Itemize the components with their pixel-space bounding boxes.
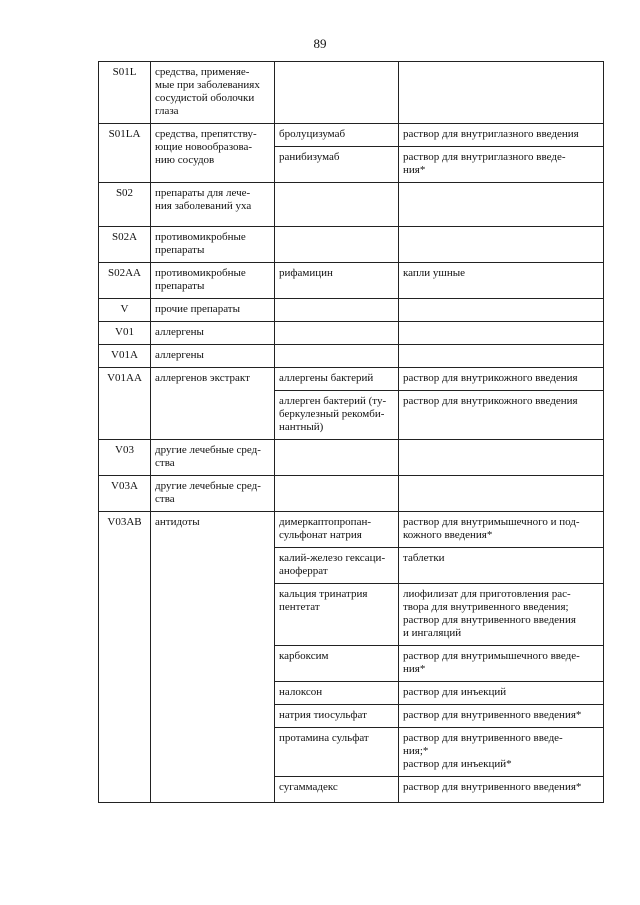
drug-name-cell (275, 345, 399, 368)
atc-code: S02 (115, 187, 134, 199)
atc-code: V03AB (107, 516, 142, 528)
atc-code-cell (99, 124, 151, 183)
group-name-cell (151, 368, 275, 440)
table-row (99, 183, 604, 227)
group-name: аллергены (155, 326, 204, 338)
drug-name-cell (275, 263, 399, 299)
group-name: прочие препараты (155, 303, 240, 315)
atc-code: V03A (111, 480, 138, 492)
dosage-form: таблетки (403, 552, 445, 564)
atc-code-cell (99, 299, 151, 322)
atc-code-cell (99, 263, 151, 299)
atc-code-cell (99, 227, 151, 263)
dosage-form-cell (399, 299, 604, 322)
drug-name: аллергены бактерий (279, 372, 374, 384)
drug-name: кальция тринатрия пентетат (279, 588, 368, 613)
atc-code-cell (99, 345, 151, 368)
dosage-form: раствор для внутриглазного введения (403, 128, 579, 140)
dosage-form: раствор для внутривенного введе- ния;* раствор для инъекций* (403, 732, 563, 770)
dosage-form-cell (399, 440, 604, 476)
atc-code-cell (99, 440, 151, 476)
table-row (99, 368, 604, 391)
drug-name-cell (275, 728, 399, 777)
page-number: 89 (313, 36, 327, 51)
atc-code: V01AA (107, 372, 142, 384)
table-row (99, 440, 604, 476)
dosage-form-cell (399, 124, 604, 147)
dosage-form: раствор для инъекций (403, 686, 507, 698)
drug-name-cell (275, 227, 399, 263)
atc-code: V01 (115, 326, 134, 338)
dosage-form-cell (399, 391, 604, 440)
dosage-form-cell (399, 705, 604, 728)
group-name-cell (151, 476, 275, 512)
drug-name: карбоксим (279, 650, 329, 662)
dosage-form: раствор для внутрикожного введения (403, 395, 578, 407)
group-name-cell (151, 299, 275, 322)
dosage-form-cell (399, 183, 604, 227)
drug-name-cell (275, 391, 399, 440)
dosage-form: раствор для внутривенного введения* (403, 781, 582, 793)
atc-code: V (120, 303, 129, 315)
group-name-cell (151, 62, 275, 124)
drug-name-cell (275, 476, 399, 512)
table-row (99, 62, 604, 124)
atc-code-cell (99, 62, 151, 124)
table-row (99, 512, 604, 548)
dosage-form: раствор для внутримышечного введе- ния* (403, 650, 580, 675)
drug-name-cell (275, 147, 399, 183)
dosage-form-cell (399, 548, 604, 584)
dosage-form: раствор для внутрикожного введения (403, 372, 578, 384)
drug-name: димеркаптопропан- сульфонат натрия (279, 516, 371, 541)
dosage-form: раствор для внутриглазного введе- ния* (403, 151, 566, 176)
dosage-form: раствор для внутривенного введения* (403, 709, 582, 721)
atc-code-cell (99, 476, 151, 512)
drug-name-cell (275, 322, 399, 345)
group-name: средства, препятству- ющие новообразова- нию сосудов (155, 128, 257, 166)
drug-name-cell (275, 512, 399, 548)
table-row (99, 263, 604, 299)
group-name: аллергены (155, 349, 204, 361)
atc-code: S01L (112, 66, 137, 78)
dosage-form-cell (399, 476, 604, 512)
group-name: средства, применяе- мые при заболеваниях сосудистой оболочки глаза (155, 66, 260, 117)
dosage-form-cell (399, 322, 604, 345)
table-row (99, 227, 604, 263)
drug-name: аллерген бактерий (ту- беркулезный рекомби- нантный) (279, 395, 387, 433)
dosage-form-cell (399, 263, 604, 299)
drug-name-cell (275, 548, 399, 584)
dosage-form-cell (399, 777, 604, 803)
dosage-form-cell (399, 147, 604, 183)
dosage-form-cell (399, 646, 604, 682)
atc-code: S01LA (108, 128, 141, 140)
drug-name: бролуцизумаб (279, 128, 346, 140)
table-row (99, 476, 604, 512)
dosage-form-cell (399, 682, 604, 705)
dosage-form-cell (399, 584, 604, 646)
drug-name: рифамицин (279, 267, 333, 279)
table-row (99, 124, 604, 147)
drug-name-cell (275, 777, 399, 803)
table-row (99, 299, 604, 322)
drug-name-cell (275, 440, 399, 476)
atc-code: S02AA (107, 267, 141, 279)
atc-code-cell (99, 512, 151, 803)
dosage-form-cell (399, 62, 604, 124)
dosage-form-cell (399, 345, 604, 368)
drug-name: налоксон (279, 686, 323, 698)
drug-name-cell (275, 124, 399, 147)
group-name: антидоты (155, 516, 200, 528)
group-name: аллергенов экстракт (155, 372, 250, 384)
drug-name-cell (275, 682, 399, 705)
drug-name-cell (275, 62, 399, 124)
atc-code: S02A (111, 231, 138, 243)
group-name: другие лечебные сред- ства (155, 480, 261, 505)
dosage-form-cell (399, 368, 604, 391)
drug-name-cell (275, 584, 399, 646)
drug-name-cell (275, 183, 399, 227)
group-name-cell (151, 263, 275, 299)
atc-code-cell (99, 368, 151, 440)
dosage-form-cell (399, 512, 604, 548)
dosage-form-cell (399, 227, 604, 263)
drug-name-cell (275, 299, 399, 322)
group-name: другие лечебные сред- ства (155, 444, 261, 469)
dosage-form: раствор для внутримышечного и под- кожного введения* (403, 516, 580, 541)
group-name: препараты для лече- ния заболеваний уха (155, 187, 252, 212)
medication-table (98, 61, 604, 803)
group-name: противомикробные препараты (155, 231, 246, 256)
drug-name: натрия тиосульфат (279, 709, 367, 721)
atc-code: V03 (115, 444, 134, 456)
drug-name: протамина сульфат (279, 732, 369, 744)
table-row (99, 345, 604, 368)
drug-name-cell (275, 368, 399, 391)
atc-code-cell (99, 183, 151, 227)
group-name-cell (151, 227, 275, 263)
group-name-cell (151, 512, 275, 803)
dosage-form-cell (399, 728, 604, 777)
drug-name: сугаммадекс (279, 781, 338, 793)
group-name-cell (151, 183, 275, 227)
group-name-cell (151, 345, 275, 368)
group-name-cell (151, 440, 275, 476)
group-name-cell (151, 124, 275, 183)
drug-name-cell (275, 646, 399, 682)
group-name-cell (151, 322, 275, 345)
atc-code-cell (99, 322, 151, 345)
group-name: противомикробные препараты (155, 267, 246, 292)
table-row (99, 322, 604, 345)
dosage-form: капли ушные (403, 267, 466, 279)
drug-name: калий-железо гексаци- аноферрат (279, 552, 386, 577)
drug-name-cell (275, 705, 399, 728)
drug-name: ранибизумаб (279, 151, 340, 163)
atc-code: V01A (111, 349, 138, 361)
dosage-form: лиофилизат для приготовления рас- твора для внутривенного введения; раствор для внутривенного введения и ингаляций (403, 588, 576, 639)
